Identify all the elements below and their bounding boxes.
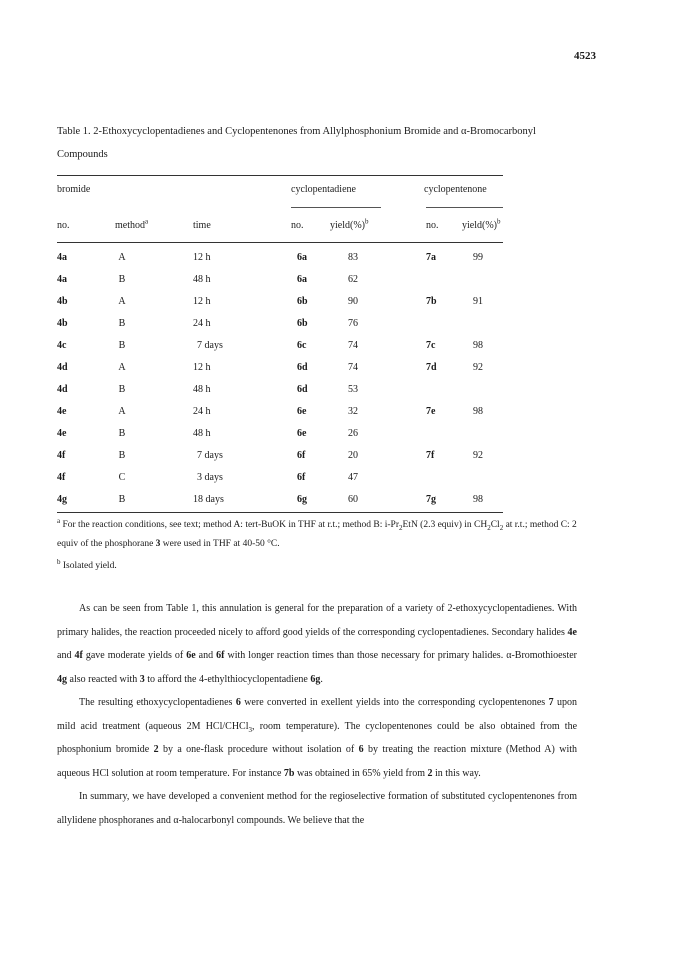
cell-cpd-no: 6e [297, 406, 307, 417]
header-cpd-yield [330, 217, 369, 231]
paragraph-1 [57, 597, 577, 691]
cell-method: B [118, 450, 126, 461]
footnote-a-text-3: Cl [490, 520, 500, 530]
p2-bold: 2 [153, 744, 159, 755]
paragraph-2 [57, 691, 577, 785]
cell-bromide-no: 4e [57, 428, 67, 439]
cell-time: 12 h [193, 362, 211, 373]
footnote-a-sub-1: 2 [399, 523, 403, 532]
cell-method: A [118, 296, 126, 307]
cell-cpd-yield: 20 [348, 450, 358, 461]
p1-text: gave moderate yields of [82, 650, 187, 661]
p1-text: . [320, 673, 323, 685]
cell-bromide-no: 4a [57, 252, 67, 263]
cell-bromide-no: 4e [57, 406, 67, 417]
cell-cpn-no: 7d [426, 362, 437, 373]
cell-time: 12 h [193, 252, 211, 263]
table-top-rule [57, 175, 503, 176]
cell-cpd-yield: 26 [348, 428, 358, 439]
cell-cpd-yield: 76 [348, 318, 358, 329]
cell-bromide-no: 4b [57, 296, 68, 307]
cyclopentenone-group-rule [426, 207, 503, 208]
footnote-b-mark: b [57, 557, 61, 566]
cell-cpn-yield: 92 [473, 450, 483, 461]
header-time: time [193, 220, 211, 231]
cell-cpd-no: 6b [297, 296, 308, 307]
footnote-b [57, 557, 577, 576]
cell-cpd-no: 6e [297, 428, 307, 439]
header-bromide: bromide [57, 184, 91, 195]
cell-cpd-yield: 90 [348, 296, 358, 307]
p1-bold: 6g [310, 673, 321, 685]
cell-cpd-yield: 60 [348, 494, 358, 505]
cell-cpd-yield: 47 [348, 472, 358, 483]
header-cpn-yield [462, 217, 501, 231]
cell-time: 7 days [197, 340, 223, 351]
p1-bold: 4e [567, 626, 577, 638]
cell-cpd-yield: 74 [348, 340, 358, 351]
cell-cpd-no: 6f [297, 450, 306, 461]
p1-bold: 3 [139, 673, 145, 685]
cell-bromide-no: 4f [57, 472, 66, 483]
cell-cpn-no: 7f [426, 450, 435, 461]
cell-cpd-yield: 74 [348, 362, 358, 373]
body-text [57, 597, 577, 832]
p1-bold: 4f [74, 650, 83, 661]
cell-cpd-no: 6b [297, 318, 308, 329]
cell-time: 48 h [193, 274, 211, 285]
cell-cpd-yield: 32 [348, 406, 358, 417]
p2-text: were converted in exellent yields into the corresponding cyclopentenones [240, 697, 549, 708]
header-method [115, 217, 149, 231]
p2-bold: 2 [427, 767, 433, 779]
p1-text: with longer reaction times than those necessary for primary halides. α-Bromothioester [224, 650, 577, 661]
p1-bold: 6f [216, 650, 225, 661]
p2-text: upon mild acid treatment (aqueous 2M HCl/CHCl [57, 697, 577, 732]
cell-bromide-no: 4f [57, 450, 66, 461]
header-cpd-yield-text: yield(%) [330, 220, 365, 231]
header-cpn-yield-text: yield(%) [462, 220, 497, 231]
cell-bromide-no: 4c [57, 340, 67, 351]
cell-method: A [118, 406, 126, 417]
cell-cpd-no: 6f [297, 472, 306, 483]
header-cpd-no: no. [291, 220, 304, 231]
cell-cpd-yield: 62 [348, 274, 358, 285]
cell-time: 18 days [193, 494, 224, 505]
cell-bromide-no: 4a [57, 274, 67, 285]
cell-method: B [118, 318, 126, 329]
cell-cpd-no: 6a [297, 252, 307, 263]
p2-text: The resulting ethoxycyclopentadienes [79, 697, 236, 708]
p2-sub: 3 [248, 725, 253, 734]
cell-cpn-yield: 98 [473, 494, 483, 505]
cell-cpd-no: 6g [297, 494, 307, 505]
cell-cpn-no: 7b [426, 296, 437, 307]
cell-cpd-no: 6c [297, 340, 307, 351]
footnote-a-sub-2: 2 [487, 523, 491, 532]
cell-cpn-yield: 98 [473, 406, 483, 417]
p1-text: As can be seen from Table 1, this annulation is general for the preparation of a variety of 2-ethoxycyclopentadienes. With primary halides, the reaction proceeded nicely to afford good yields of the corresponding cyclopentadienes. Secondary halides [57, 603, 577, 638]
header-cpn-no: no. [426, 220, 439, 231]
cell-bromide-no: 4d [57, 384, 68, 395]
p2-bold: 7 [548, 697, 554, 708]
cell-time: 24 h [193, 318, 211, 329]
cell-cpd-yield: 53 [348, 384, 358, 395]
cell-cpn-no: 7g [426, 494, 436, 505]
p1-bold: 6e [186, 650, 196, 661]
p2-text: was obtained in 65% yield from [294, 767, 428, 779]
cyclopentadiene-group-rule [291, 207, 381, 208]
p2-bold: 6 [358, 744, 364, 755]
footnote-a-mark: a [57, 516, 61, 525]
header-method-sup: a [145, 217, 149, 226]
cell-bromide-no: 4g [57, 494, 67, 505]
header-cyclopentadiene: cyclopentadiene [291, 184, 356, 195]
cell-time: 12 h [193, 296, 211, 307]
p1-bold: 4g [57, 673, 67, 685]
cell-cpn-yield: 92 [473, 362, 483, 373]
footnote-a-text-5: were used in THF at 40-50 °C. [160, 539, 280, 549]
cell-cpd-no: 6a [297, 274, 307, 285]
p2-bold: 6 [235, 697, 241, 708]
cell-bromide-no: 4d [57, 362, 68, 373]
cell-cpn-yield: 98 [473, 340, 483, 351]
p1-text: also reacted with [67, 673, 140, 685]
header-cyclopentenone: cyclopentenone [424, 184, 487, 195]
p1-text: to afford the 4-ethylthiocyclopentadiene [144, 673, 311, 685]
footnote-a-bold: 3 [155, 539, 161, 549]
header-cpd-yield-sup: b [365, 217, 369, 226]
header-method-text: method [115, 220, 145, 231]
cell-cpn-no: 7e [426, 406, 436, 417]
cell-cpd-no: 6d [297, 384, 308, 395]
cell-method: B [118, 340, 126, 351]
cell-method: B [118, 428, 126, 439]
footnote-a-text-1: For the reaction conditions, see text; method A: tert-BuOK in THF at r.t.; method B: i-Pr [62, 520, 399, 530]
footnote-a-text-2: EtN (2.3 equiv) in CH [402, 520, 488, 530]
paragraph-3 [57, 785, 577, 832]
footnote-a [57, 516, 577, 554]
header-cpn-yield-sup: b [497, 217, 501, 226]
cell-time: 3 days [197, 472, 223, 483]
table-header-rule [57, 242, 503, 243]
p2-text: by treating the reaction mixture (Method A) with aqueous HCl solution at room temperature. For instance [57, 744, 578, 779]
footnote-a-text-4: at r.t.; method C: 2 equiv of the phosphorane [57, 520, 577, 549]
table-caption: Table 1. 2-Ethoxycyclopentadienes and Cyclopentenones from Allylphosphonium Bromide and α-Bromocarbonyl Compounds [57, 126, 536, 160]
cell-method: C [118, 472, 126, 483]
cell-time: 48 h [193, 428, 211, 439]
cell-bromide-no: 4b [57, 318, 68, 329]
p2-bold: 7b [283, 767, 295, 779]
page-number: 4523 [574, 50, 596, 62]
p1-text: and [195, 650, 217, 661]
cell-method: B [118, 494, 126, 505]
cell-method: A [118, 252, 126, 263]
footnote-a-sub-3: 2 [499, 523, 504, 532]
p2-text: in this way. [432, 767, 481, 779]
cell-cpn-yield: 99 [473, 252, 483, 263]
footnote-b-text: Isolated yield. [62, 561, 117, 571]
p2-text: by a one-flask procedure without isolation of [158, 744, 359, 755]
header-no: no. [57, 220, 70, 231]
cell-time: 24 h [193, 406, 211, 417]
table-bottom-rule [57, 512, 503, 513]
cell-method: B [118, 384, 126, 395]
cell-time: 48 h [193, 384, 211, 395]
cell-cpn-no: 7a [426, 252, 436, 263]
cell-cpd-no: 6d [297, 362, 308, 373]
cell-method: A [118, 362, 126, 373]
p3-text: In summary, we have developed a convenient method for the regioselective formation of substituted cyclopentenones from allylidene phosphoranes and α-halocarbonyl compounds. We believe that the [57, 791, 577, 826]
p1-text: and [57, 650, 75, 661]
cell-time: 7 days [197, 450, 223, 461]
cell-cpn-no: 7c [426, 340, 436, 351]
cell-cpd-yield: 83 [348, 252, 358, 263]
p2-text: , room temperature). The cyclopentenones could be also obtained from the phosphonium bromide [57, 720, 578, 755]
cell-cpn-yield: 91 [473, 296, 483, 307]
cell-method: B [118, 274, 126, 285]
